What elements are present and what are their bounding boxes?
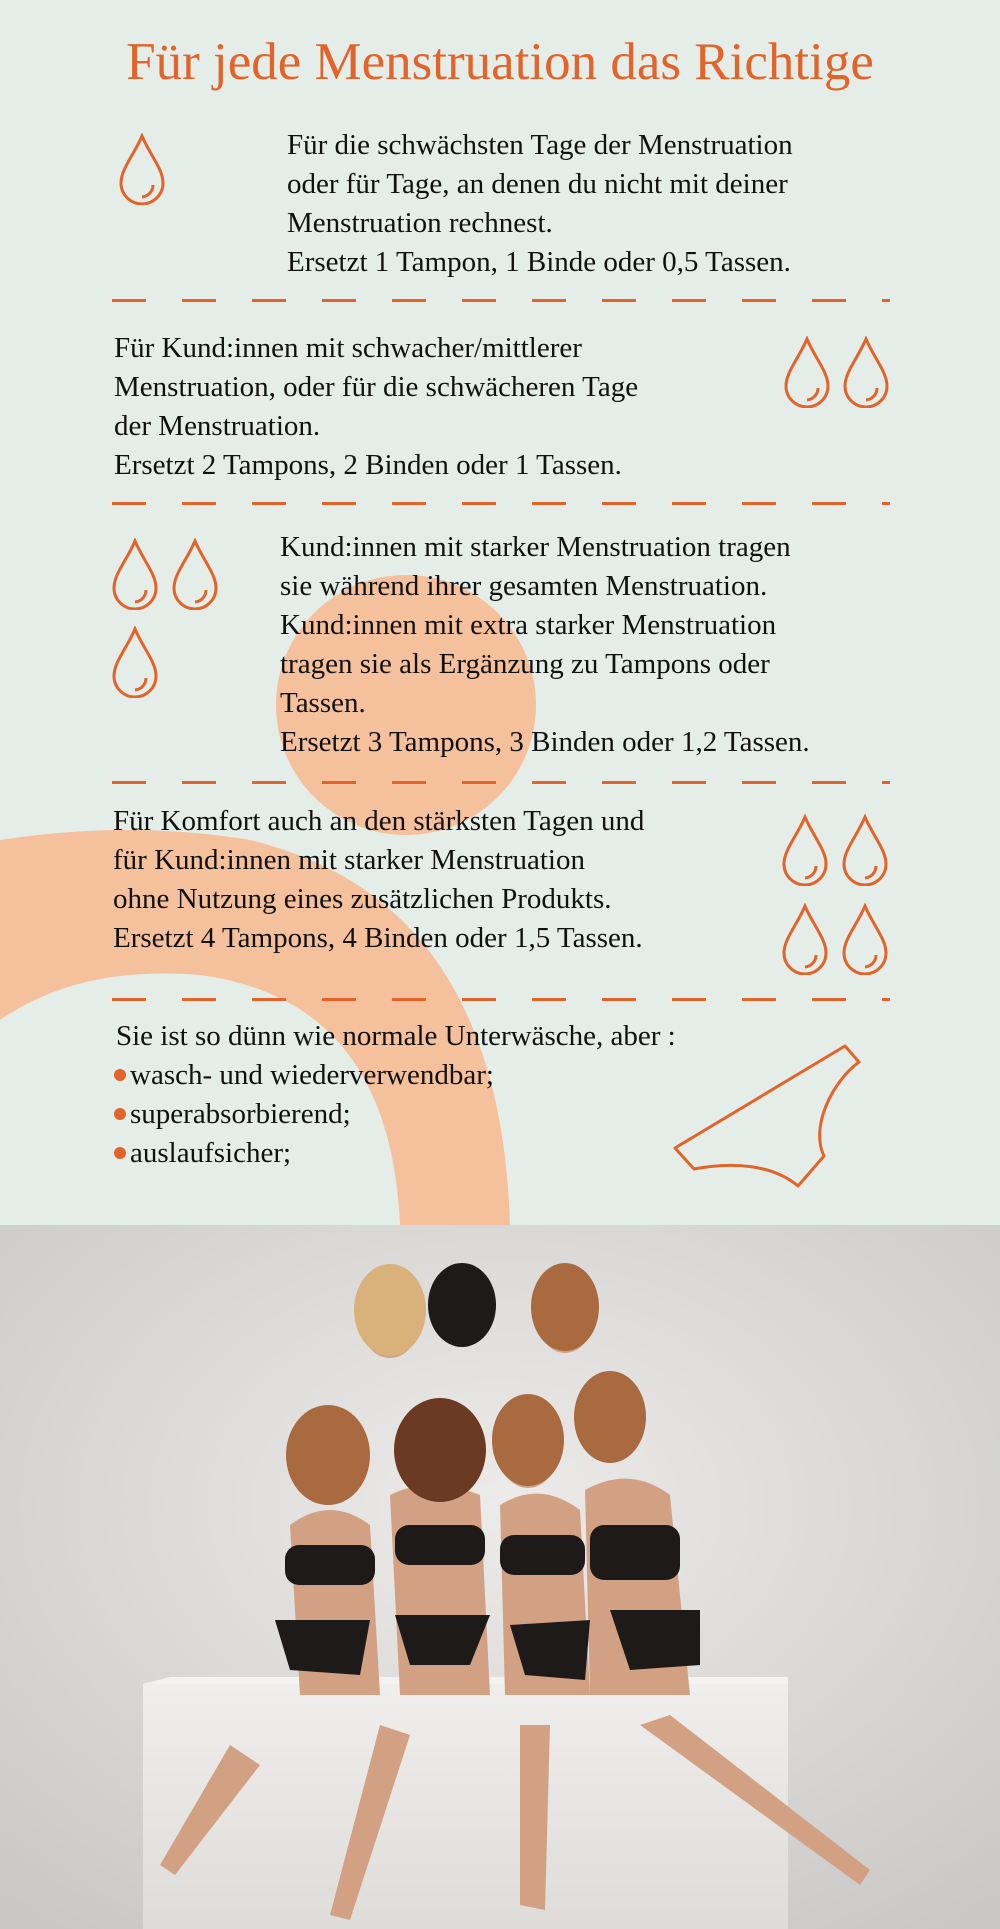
bullet-icon [114, 1069, 126, 1081]
text-line: Ersetzt 1 Tampon, 1 Binde oder 0,5 Tassen. [287, 246, 791, 278]
dashed-divider [112, 299, 890, 302]
list-item [114, 1134, 676, 1173]
features-intro: Sie ist so dünn wie normale Unterwäsche, aber : [116, 1020, 676, 1052]
features-list [114, 1017, 676, 1173]
feature-label: wasch- und wiederverwendbar; [130, 1059, 494, 1091]
text-line: Für Kund:innen mit schwacher/mittlerer [114, 332, 582, 364]
feature-label: superabsorbierend; [130, 1098, 351, 1130]
underwear-icon [672, 1042, 864, 1190]
text-line: sie während ihrer gesamten Menstruation. [280, 570, 768, 602]
text-line: Ersetzt 4 Tampons, 4 Binden oder 1,5 Tassen. [113, 922, 643, 954]
list-item [114, 1056, 676, 1095]
section-3-text [280, 528, 810, 762]
drop-icon [841, 903, 889, 975]
drop-icon [111, 538, 159, 610]
dashed-divider [112, 781, 890, 784]
feature-label: auslaufsicher; [130, 1137, 292, 1169]
text-line: Kund:innen mit extra starker Menstruation [280, 609, 777, 641]
dashed-divider [112, 502, 890, 505]
drop-icon [841, 814, 889, 886]
drop-icon [783, 336, 831, 408]
section-1-text [287, 126, 793, 282]
drop-icon [111, 626, 159, 698]
dashed-divider [112, 998, 890, 1001]
drop-icon [171, 538, 219, 610]
text-line: oder für Tage, an denen du nicht mit deiner [287, 168, 788, 200]
text-line: Für die schwächsten Tage der Menstruation [287, 129, 793, 161]
text-line: ohne Nutzung eines zusätzlichen Produkts. [113, 883, 612, 915]
text-line: Menstruation rechnest. [287, 207, 553, 239]
group-photo [0, 1225, 1000, 1929]
text-line: Ersetzt 3 Tampons, 3 Binden oder 1,2 Tassen. [280, 726, 810, 758]
section-2-text [114, 329, 638, 485]
text-line: Tassen. [280, 687, 366, 719]
drop-icon [118, 133, 166, 205]
bullet-icon [114, 1147, 126, 1159]
drop-icon [781, 814, 829, 886]
text-line: Ersetzt 2 Tampons, 2 Binden oder 1 Tassen. [114, 449, 622, 481]
bullet-icon [114, 1108, 126, 1120]
list-item [114, 1095, 676, 1134]
text-line: tragen sie als Ergänzung zu Tampons oder [280, 648, 770, 680]
text-line: Kund:innen mit starker Menstruation tragen [280, 531, 791, 563]
text-line: Menstruation, oder für die schwächeren Tage [114, 371, 639, 403]
drop-icon [842, 336, 890, 408]
section-4-text [113, 802, 644, 958]
page-title: Für jede Menstruation das Richtige [126, 33, 874, 91]
text-line: Für Komfort auch an den stärksten Tagen und [113, 805, 645, 837]
drop-icon [781, 903, 829, 975]
text-line: für Kund:innen mit starker Menstruation [113, 844, 585, 876]
text-line: der Menstruation. [114, 410, 321, 442]
